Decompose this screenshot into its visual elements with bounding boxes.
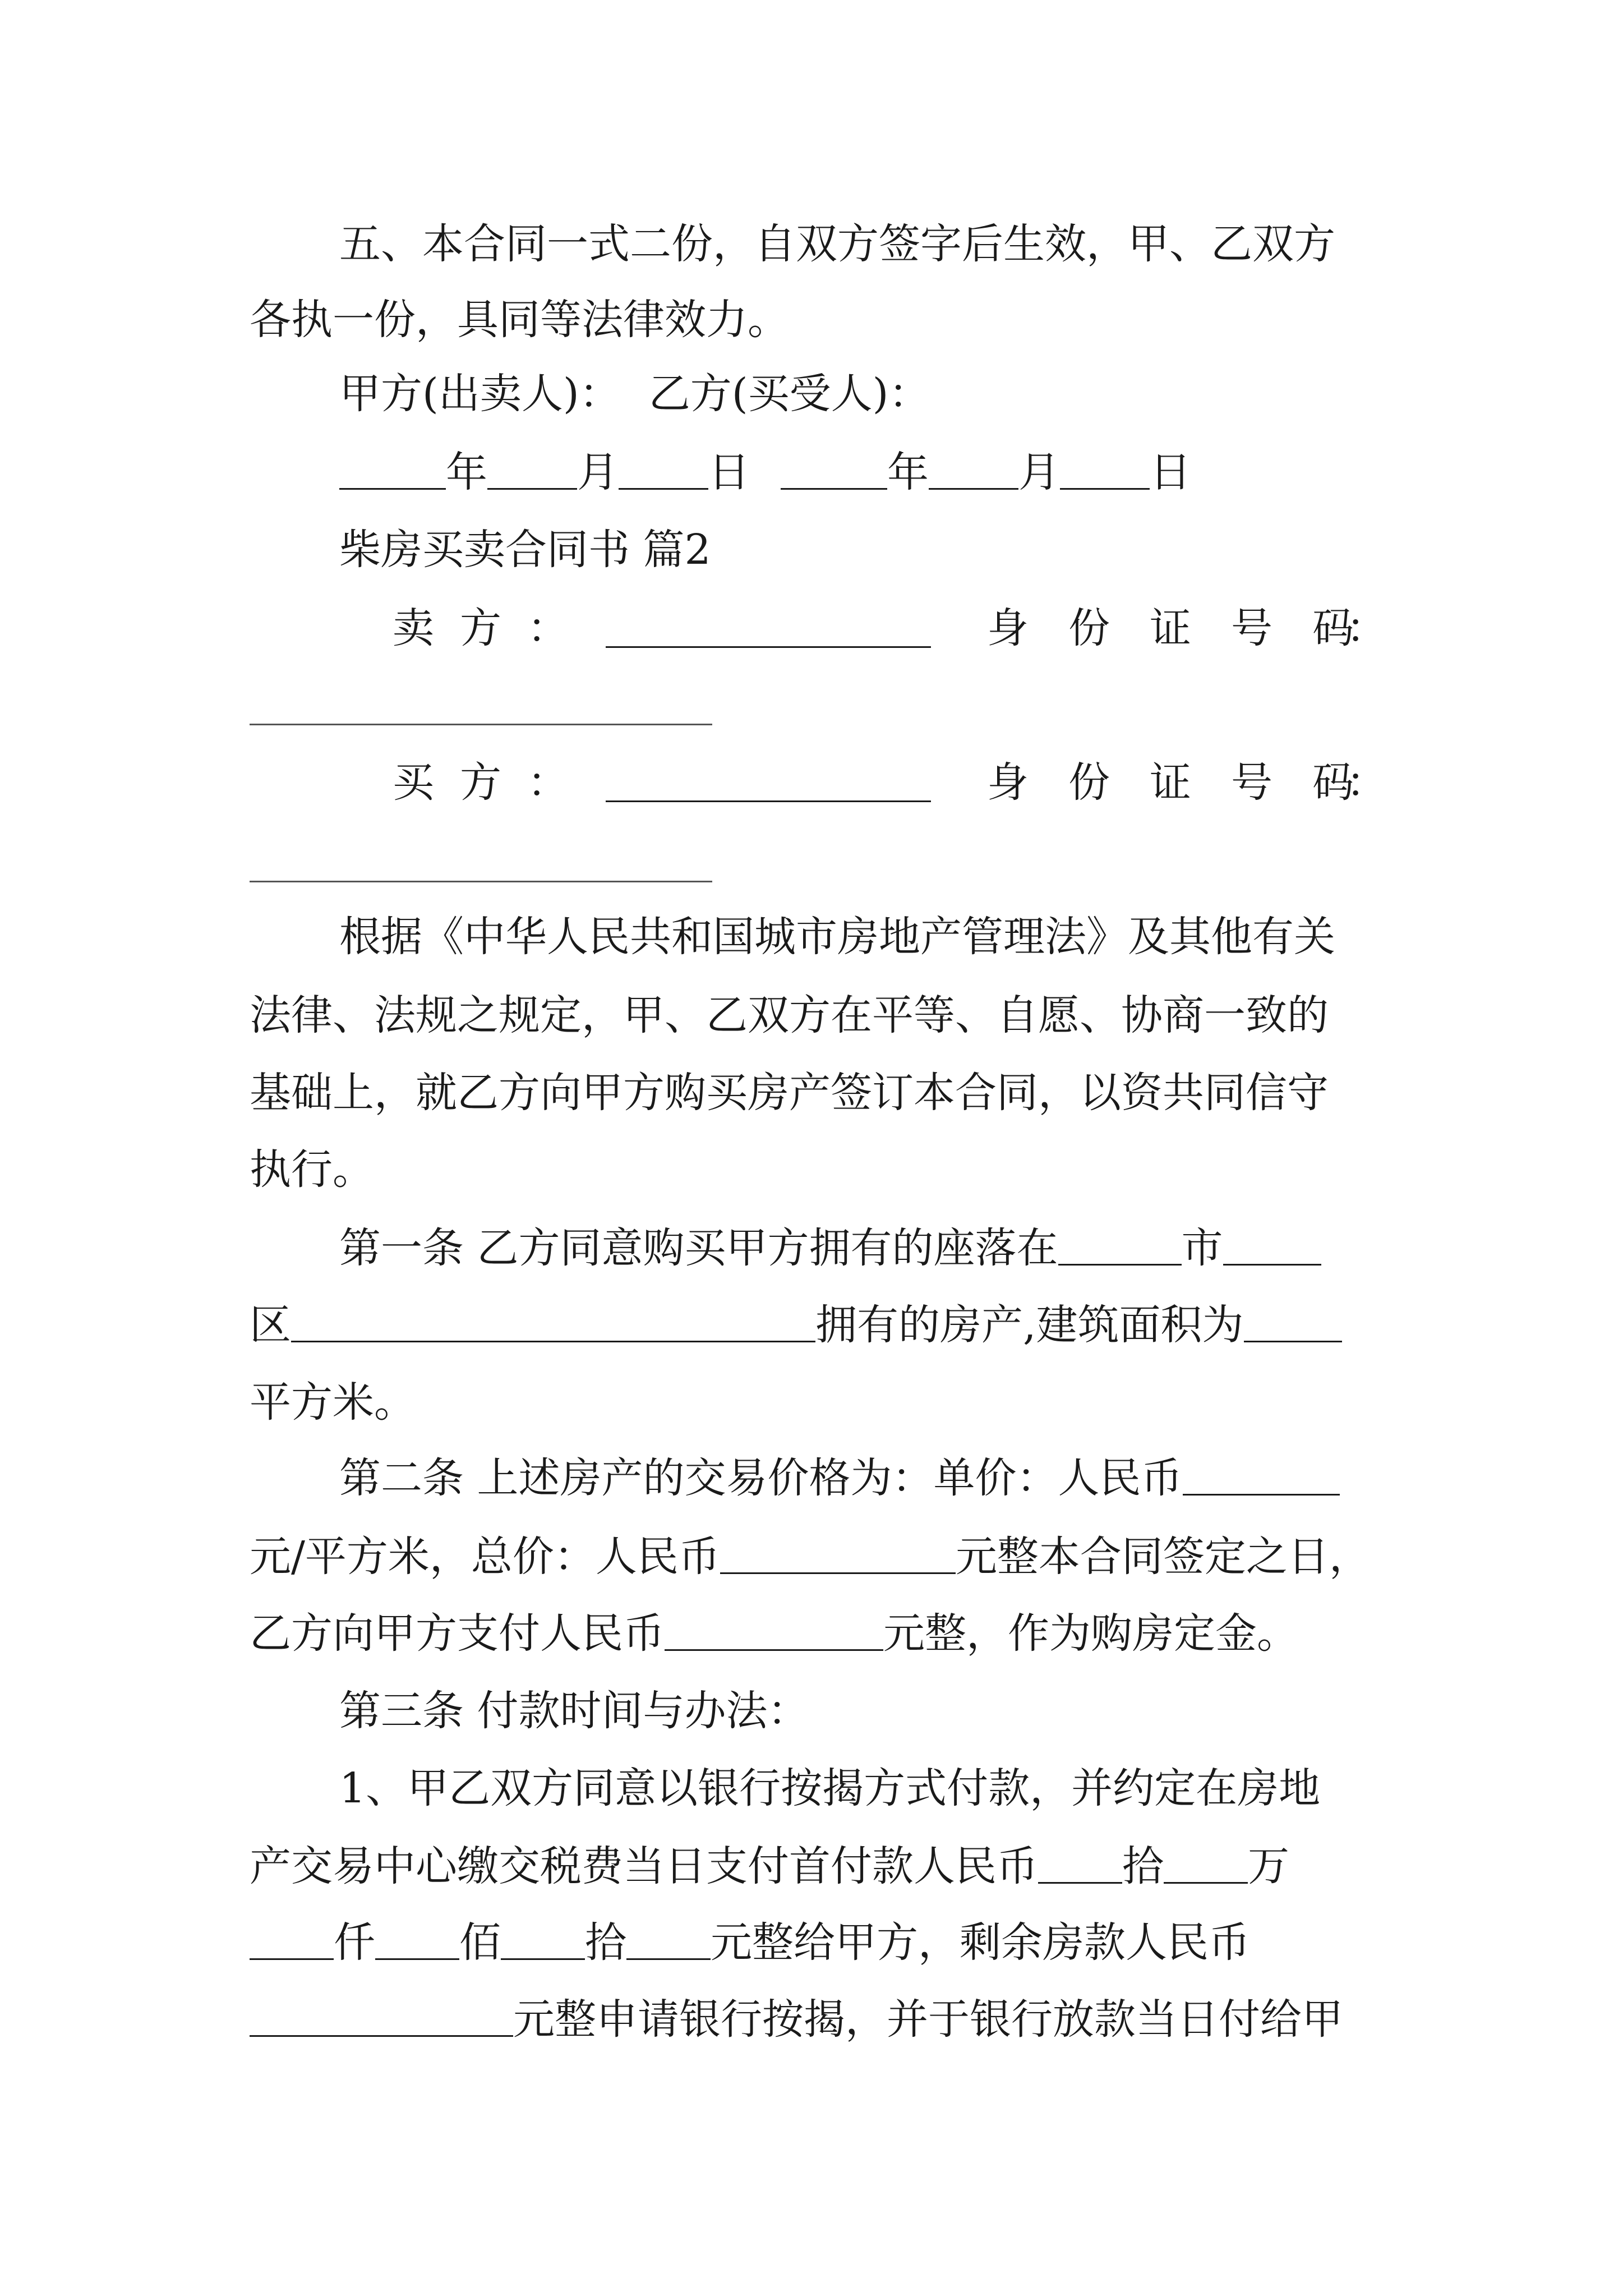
- article1-line1: [250, 1209, 1478, 1287]
- year-blank-a[interactable]: [339, 454, 446, 490]
- month-blank-b[interactable]: [929, 454, 1018, 490]
- buyer-char-3: ：: [527, 758, 569, 807]
- down-payment-bai-blank[interactable]: [375, 1925, 459, 1960]
- date-line: [250, 433, 1478, 512]
- section-title: [250, 510, 1478, 589]
- buyer-char-2: 方: [460, 758, 501, 807]
- down-payment-wan-blank[interactable]: [1164, 1848, 1248, 1884]
- down-payment-ten-thousand-blank[interactable]: [1038, 1848, 1122, 1884]
- article2-text-b: 元/平方米，总价：人民币: [250, 1533, 720, 1581]
- article1-unit: 平方米。: [250, 1378, 416, 1427]
- down-payment-qian-blank[interactable]: [250, 1925, 334, 1960]
- down-payment-yuan-blank[interactable]: [626, 1925, 711, 1960]
- day-blank-a[interactable]: [619, 454, 708, 490]
- area-blank[interactable]: [1244, 1307, 1342, 1342]
- year-label-a: 年: [446, 448, 487, 496]
- parties-line: [250, 355, 1478, 433]
- article1-line2: [250, 1286, 1388, 1364]
- day-label-a: 日: [708, 448, 750, 496]
- article3-title: [250, 1672, 1478, 1750]
- seller-char-2: 方: [460, 604, 501, 652]
- article1-line3: [250, 1363, 1388, 1442]
- preamble-line4: [250, 1130, 1388, 1209]
- article2-text-a: 第二条 上述房产的交易价格为：单价：人民币: [339, 1454, 1183, 1502]
- month-blank-a[interactable]: [487, 454, 577, 490]
- clause5-text-2: 各执一份，具同等法律效力。: [250, 296, 789, 344]
- year-label-b: 年: [887, 448, 929, 496]
- payment-text-3b: 元整给甲方，剩余房款人民币: [711, 1918, 1250, 1967]
- seller-name-blank[interactable]: [606, 613, 931, 648]
- party-a-label: 甲方(出卖人)：: [339, 370, 621, 418]
- total-price-blank[interactable]: [720, 1539, 956, 1574]
- payment-line1: [250, 1749, 1478, 1828]
- seller-char-3: ：: [527, 604, 569, 652]
- down-payment-shi-blank[interactable]: [501, 1925, 585, 1960]
- clause5-line1: [250, 205, 1478, 283]
- district-blank[interactable]: [1223, 1230, 1321, 1266]
- article2-line1: [250, 1439, 1478, 1517]
- buyer-id-char-6: ：: [1346, 758, 1387, 807]
- payment-shi-label: 拾: [1122, 1842, 1164, 1890]
- payment-text-4b: 元整申请银行按揭，并于银行放款当日付给甲: [513, 1995, 1343, 2044]
- article1-district: 区: [250, 1301, 291, 1349]
- article2-text-d: 乙方向甲方支付人民币: [250, 1609, 665, 1658]
- year-blank-b[interactable]: [781, 454, 887, 490]
- seller-id-char-2: 份: [1068, 604, 1110, 652]
- buyer-id-char-1: 身: [987, 758, 1029, 807]
- seller-char-1: 卖: [393, 604, 434, 652]
- preamble-text-4: 执行。: [250, 1145, 374, 1194]
- seller-id-char-4: 号: [1231, 604, 1272, 652]
- payment-shi2-label: 拾: [585, 1918, 626, 1967]
- preamble-line3: [250, 1053, 1388, 1132]
- article2-text-c: 元整本合同签定之日，: [955, 1533, 1371, 1581]
- article2-text-e: 元整，作为购房定金。: [883, 1609, 1298, 1658]
- preamble-text-2: 法律、法规之规定，甲、乙双方在平等、自愿、协商一致的: [250, 991, 1329, 1039]
- buyer-id-char-3: 证: [1150, 758, 1191, 807]
- clause5-line2: [250, 280, 1388, 359]
- payment-qian-label: 仟: [334, 1918, 375, 1967]
- payment-bai-label: 佰: [459, 1918, 501, 1967]
- day-label-b: 日: [1150, 448, 1191, 496]
- buyer-id-char-5: 码: [1312, 758, 1354, 807]
- unit-price-blank[interactable]: [1183, 1460, 1340, 1496]
- article2-line2: [250, 1517, 1388, 1596]
- buyer-id-char-4: 号: [1231, 758, 1272, 807]
- preamble-line1: [250, 898, 1478, 976]
- payment-line4: [250, 1980, 1388, 2059]
- buyer-id-blank[interactable]: [250, 881, 712, 882]
- mortgage-amount-blank[interactable]: [250, 2001, 513, 2037]
- seller-id-char-3: 证: [1150, 604, 1191, 652]
- buyer-line: [393, 743, 1388, 822]
- party-b-label: 乙方(买受人)：: [648, 370, 930, 418]
- section-title-text: 柴房买卖合同书 篇2: [339, 526, 711, 574]
- address-blank[interactable]: [291, 1307, 815, 1342]
- seller-line: [393, 589, 1388, 668]
- article1-text-b: 拥有的房产,建筑面积为: [815, 1301, 1244, 1349]
- article2-line3: [250, 1594, 1388, 1673]
- preamble-text-3: 基础上，就乙方向甲方购买房产签订本合同，以资共同信守: [250, 1069, 1329, 1117]
- seller-id-blank[interactable]: [250, 724, 712, 725]
- clause5-text-1: 五、本合同一式二份，自双方签字后生效，甲、乙双方: [339, 220, 1335, 268]
- payment-line3: [250, 1903, 1388, 1982]
- payment-text-1: 1、甲乙双方同意以银行按揭方式付款，并约定在房地: [339, 1764, 1321, 1812]
- deposit-blank[interactable]: [665, 1616, 883, 1651]
- month-label-a: 月: [577, 448, 619, 496]
- payment-wan-label: 万: [1248, 1842, 1289, 1890]
- article3-title-text: 第三条 付款时间与办法：: [339, 1687, 809, 1735]
- payment-text-2a: 产交易中心缴交税费当日支付首付款人民币: [250, 1842, 1038, 1890]
- seller-id-char-1: 身: [987, 604, 1029, 652]
- buyer-id-char-2: 份: [1068, 758, 1110, 807]
- preamble-line2: [250, 976, 1388, 1055]
- month-label-b: 月: [1018, 448, 1060, 496]
- buyer-name-blank[interactable]: [606, 767, 931, 802]
- buyer-char-1: 买: [393, 758, 434, 807]
- seller-id-char-6: ：: [1346, 604, 1387, 652]
- day-blank-b[interactable]: [1060, 454, 1150, 490]
- article1-city: 市: [1181, 1224, 1223, 1272]
- preamble-text-1: 根据《中华人民共和国城市房地产管理法》及其他有关: [339, 913, 1335, 961]
- city-blank[interactable]: [1058, 1230, 1182, 1266]
- seller-id-char-5: 码: [1312, 604, 1354, 652]
- article1-text-a: 第一条 乙方同意购买甲方拥有的座落在: [339, 1224, 1058, 1272]
- payment-line2: [250, 1827, 1388, 1906]
